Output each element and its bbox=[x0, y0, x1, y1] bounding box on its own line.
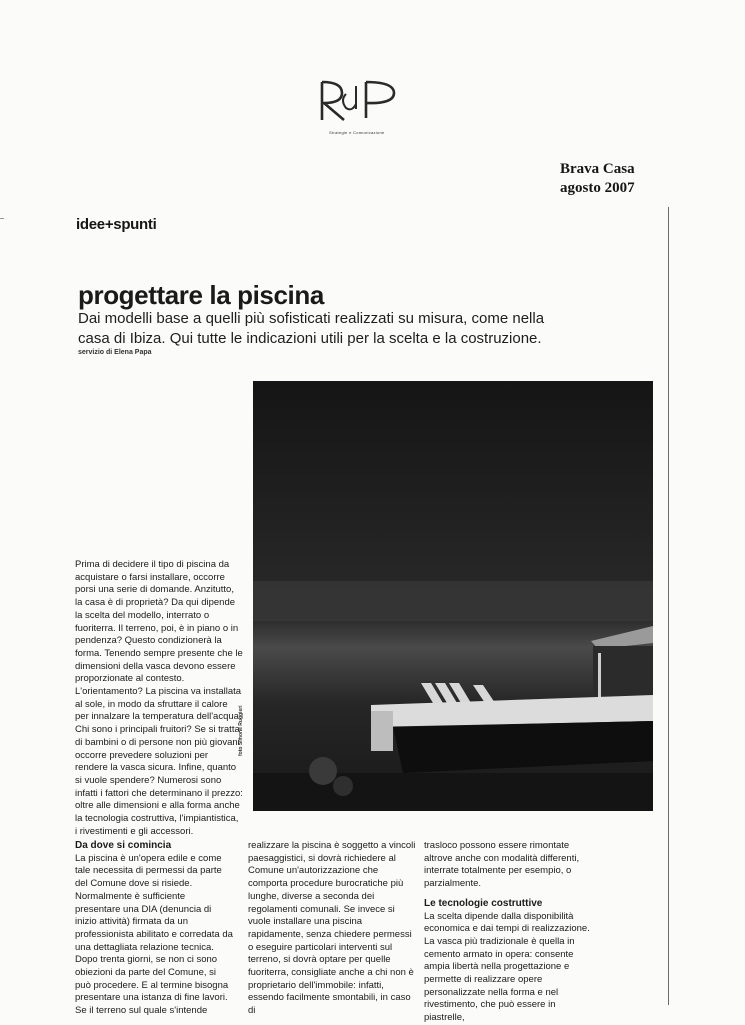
publication-info bbox=[560, 160, 710, 198]
publication-name: Brava Casa bbox=[560, 161, 635, 177]
section-label: idee+spunti bbox=[76, 216, 157, 233]
rdp-logo-mark bbox=[316, 76, 406, 126]
photo-credit: foto Simone Ruggieri bbox=[238, 705, 244, 756]
column-3-text-b: La scelta dipende dalla disponibilità economica e dai tempi di realizzazione. La vasca più tradizionale è quella in cemento armato in opera: consente ampia libertà nella progettazione e permette di realizzare opere personalizzate nella forma e nel rivestimento, che può essere in piastrelle, bbox=[424, 910, 590, 1024]
rdp-logo bbox=[316, 76, 406, 135]
column-2 bbox=[248, 840, 416, 1018]
column-3-text-a: trasloco possono essere rimontate altrove anche con modalità differenti, interrate totalmente per esempio, o parzialmente. bbox=[424, 840, 580, 890]
article-byline: servizio di Elena Papa bbox=[78, 349, 152, 356]
heading-tecnologie-costruttive: Le tecnologie costruttive bbox=[424, 897, 543, 909]
article-title: progettare la piscina bbox=[78, 280, 324, 310]
column-1-text: La piscina è un'opera edile e come tale necessita di permessi da parte del Comune dove si risiede. Normalmente è sufficiente presentare una DIA (denuncia di inizio attività) firmata da un professionista abilitato e corredata da una dettagliata relazione tecnica. Dopo trenta giorni, se non ci sono obiezioni da parte del Comune, si può procedere. E al termine bisogna presentare una istanza di fine lavori. Se il terreno sul quale s'intende bbox=[75, 852, 233, 1017]
column-1 bbox=[75, 840, 233, 1018]
column-2-text: realizzare la piscina è soggetto a vincoli paesaggistici, si dovrà richiedere al Comune un'autorizzazione che comporta procedure burocratiche più lunghe, diverse a seconda dei regolamenti comunali. Se invece si vuole installare una piscina rapidamente, senza chiedere permessi o eseguire particolari interventi sul terreno, si dovrà optare per quelle fuoriterra, consigliate anche a chi non è proprietario dell'immobile: infatti, essendo facilmente smontabili, in caso di bbox=[248, 840, 416, 1017]
publication-date: agosto 2007 bbox=[560, 180, 635, 196]
logo-tagline: Strategie e Comunicazione bbox=[329, 130, 385, 135]
column-3 bbox=[424, 840, 594, 1025]
pool-photo bbox=[253, 381, 653, 811]
intro-text: Prima di decidere il tipo di piscina da acquistare o farsi installare, occorre porsi una serie di domande. Anzitutto, la casa è di proprietà? Da qui dipende la scelta del modello, interrato o fuoriterra. Il terreno, poi, è in piano o in pendenza? Questo condizionerà la forma. Tenendo sempre presente che le dimensioni della vasca devono essere proporzionate al contesto. L'orientamento? La piscina va installata al sole, in modo da sfruttare il calore per innalzare la temperatura dell'acqua. Chi sono i principali fruitori? Se si tratta di bambini o di persone non più giovani occorre prevedere soluzioni per rendere la vasca sicura. Infine, quanto si vuole spendere? Numerosi sono infatti i fattori che determinano il prezzo: oltre alle dimensioni e alla forma anche la tecnologia costruttiva, l'impiantistica, i rivestimenti e gli accessori. bbox=[75, 559, 243, 837]
page-edge-mark bbox=[0, 218, 4, 219]
page-edge-line bbox=[668, 207, 669, 1005]
article-subtitle: Dai modelli base a quelli più sofisticati realizzati su misura, come nella casa di Ibiza. Qui tutte le indicazioni utili per la scelta e la costruzione. bbox=[78, 310, 545, 347]
heading-da-dove-si-comincia: Da dove si comincia bbox=[75, 840, 172, 851]
